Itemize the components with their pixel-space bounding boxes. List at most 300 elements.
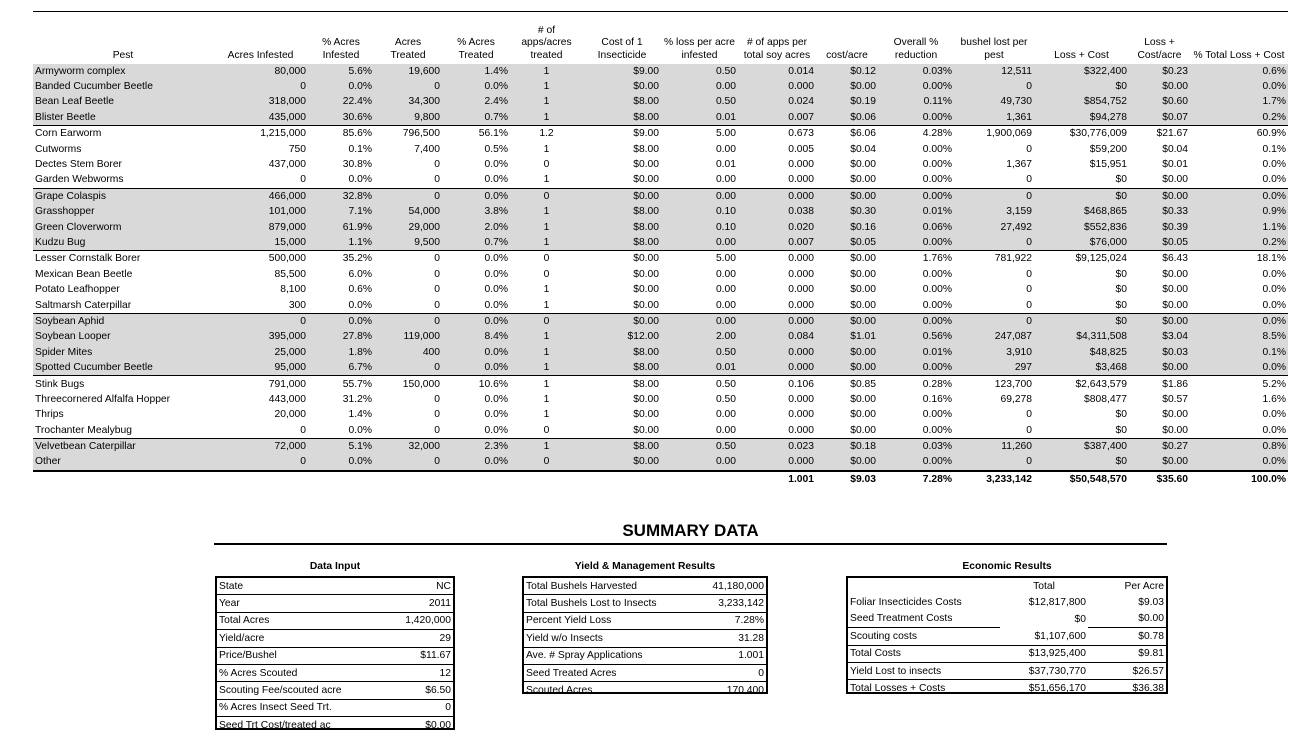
- totals-blank-cell: [308, 471, 374, 487]
- totals-blank-cell: [33, 471, 213, 487]
- table-cell: 22.4%: [308, 94, 374, 109]
- yield-value: 41,180,000: [712, 580, 764, 592]
- data-input-title: Data Input: [309, 561, 361, 572]
- table-cell: 1: [510, 219, 583, 234]
- table-cell: 1: [510, 438, 583, 454]
- pest-name-cell: Potato Leafhopper: [35, 284, 120, 296]
- table-cell: 0.0%: [484, 409, 508, 421]
- table-cell: 0: [434, 393, 440, 405]
- table-cell: 15,000: [213, 235, 308, 251]
- table-cell: 0.00: [661, 79, 738, 94]
- table-cell: $322,400: [1034, 64, 1129, 79]
- table-cell: 0: [510, 188, 583, 204]
- column-header: # of apps/acres treated: [521, 24, 572, 61]
- table-cell: $0.03: [1129, 345, 1190, 360]
- pest-name-cell: Threecornered Alfalfa Hopper: [35, 393, 171, 405]
- table-cell: $0.00: [1162, 409, 1188, 421]
- table-row: [33, 188, 1288, 204]
- table-cell: 1: [510, 110, 583, 126]
- table-cell: 0: [213, 313, 308, 329]
- data-input-label: % Acres Scouted: [217, 664, 387, 681]
- table-cell: 61.9%: [308, 219, 374, 234]
- table-cell: $9,125,024: [1034, 251, 1129, 267]
- table-row: [33, 407, 1288, 422]
- table-cell: 0.1%: [1262, 143, 1286, 155]
- table-cell: 0.0%: [484, 284, 508, 296]
- table-cell: $0.00: [1129, 313, 1190, 329]
- table-cell: 0.00%: [878, 188, 954, 204]
- table-cell: 5.00: [661, 126, 738, 142]
- table-cell: 0.00: [661, 313, 738, 329]
- table-cell: 0.00%: [878, 313, 954, 329]
- table-cell: 0.000: [738, 188, 816, 204]
- pest-name-cell: Mexican Bean Beetle: [35, 268, 133, 280]
- table-cell: $0.00: [633, 409, 659, 421]
- table-cell: 2.00: [661, 329, 738, 344]
- table-cell: $0: [1034, 454, 1129, 470]
- column-header: % loss per acre infested: [664, 37, 735, 61]
- data-input-row: [217, 717, 453, 734]
- table-cell: 19,600: [374, 64, 442, 79]
- econ-row: [848, 594, 1166, 610]
- table-cell: 0.005: [788, 143, 814, 155]
- table-row: [33, 157, 1288, 172]
- column-header: Cost of 1 Insecticide: [597, 37, 647, 61]
- table-cell: 1: [510, 376, 583, 392]
- econ-per-acre: $9.03: [1138, 597, 1164, 609]
- table-cell: $0.05: [816, 235, 878, 251]
- economic-results-title: Economic Results: [962, 561, 1052, 572]
- table-cell: 1,361: [954, 110, 1034, 126]
- yield-label: Total Bushels Lost to Insects: [524, 595, 690, 612]
- table-cell: $0.00: [850, 409, 876, 421]
- pest-name-cell: Saltmarsh Caterpillar: [35, 299, 132, 311]
- table-cell: 0.0%: [1262, 409, 1286, 421]
- table-cell: 0: [434, 284, 440, 296]
- table-cell: 0: [374, 79, 442, 94]
- table-cell: 1: [543, 393, 550, 405]
- table-cell: 0.50: [715, 393, 736, 405]
- table-cell: 0.0%: [1262, 268, 1286, 280]
- table-cell: $0.00: [1162, 284, 1188, 296]
- table-cell: $8.00: [583, 110, 661, 126]
- table-cell: 7,400: [414, 143, 440, 155]
- econ-per-acre: $9.81: [1088, 645, 1166, 662]
- table-row: [33, 438, 1288, 454]
- table-cell: 5.1%: [308, 438, 374, 454]
- table-cell: 1.2: [510, 126, 583, 142]
- table-cell: 0.6%: [348, 284, 372, 296]
- table-cell: $94,278: [1034, 110, 1129, 126]
- yield-label: Seed Treated Acres: [524, 664, 690, 681]
- table-cell: 32.8%: [308, 188, 374, 204]
- yield-row: [524, 630, 766, 647]
- table-cell: 0.0%: [308, 79, 374, 94]
- table-cell: 6.7%: [308, 360, 374, 376]
- table-row: [33, 282, 1288, 297]
- table-cell: 0.00: [715, 284, 736, 296]
- column-header: % Acres Infested: [322, 37, 360, 61]
- yield-row: [524, 682, 766, 699]
- data-input-label: Price/Bushel: [217, 647, 387, 664]
- table-cell: 0: [510, 251, 583, 267]
- data-input-value: $11.67: [387, 647, 453, 664]
- table-cell: $0.00: [850, 424, 876, 436]
- table-cell: 0.00: [715, 174, 736, 186]
- table-cell: 0: [954, 235, 1034, 251]
- table-cell: 30.6%: [308, 110, 374, 126]
- table-cell: 0.00%: [922, 299, 952, 311]
- table-cell: 0.50: [661, 94, 738, 109]
- table-cell: 0.000: [738, 251, 816, 267]
- table-cell: 0.6%: [1190, 64, 1288, 79]
- table-cell: $0.00: [583, 188, 661, 204]
- table-cell: $6.06: [816, 126, 878, 142]
- summary-title: SUMMARY DATA: [622, 521, 759, 540]
- yield-value: 31.28: [690, 630, 766, 647]
- table-cell: $0.00: [1129, 79, 1190, 94]
- table-cell: 0.673: [738, 126, 816, 142]
- table-cell: 1: [543, 299, 550, 311]
- table-cell: $0: [1115, 284, 1127, 296]
- table-cell: 0.000: [788, 424, 814, 436]
- data-input-label: Yield/acre: [217, 630, 387, 647]
- table-cell: 0.0%: [442, 251, 510, 267]
- table-cell: 0.00%: [922, 174, 952, 186]
- table-cell: 0.007: [738, 235, 816, 251]
- totals-cell: $9.03: [850, 473, 876, 485]
- table-cell: 0.00%: [922, 284, 952, 296]
- table-cell: $0.00: [633, 174, 659, 186]
- totals-blank-cell: [213, 471, 308, 487]
- table-cell: 1: [510, 64, 583, 79]
- table-cell: 0.16%: [922, 393, 952, 405]
- table-cell: $8.00: [583, 94, 661, 109]
- table-cell: 0.06%: [878, 219, 954, 234]
- yield-row: [524, 578, 766, 595]
- table-cell: 0.01: [661, 110, 738, 126]
- column-header: cost/acre: [826, 49, 868, 61]
- table-cell: 0.000: [788, 159, 814, 171]
- table-cell: 781,922: [954, 251, 1034, 267]
- table-cell: 3,159: [954, 204, 1034, 219]
- pest-name-cell: Garden Webworms: [35, 174, 124, 186]
- table-cell: $0.00: [633, 299, 659, 311]
- table-cell: 0.000: [788, 284, 814, 296]
- data-input-label: Total Acres: [217, 612, 387, 629]
- table-cell: 85,500: [274, 268, 306, 280]
- table-cell: 3,910: [954, 345, 1034, 360]
- table-cell: 0: [1026, 143, 1032, 155]
- table-cell: $0.00: [850, 284, 876, 296]
- table-cell: $0.00: [633, 393, 659, 405]
- table-cell: 0: [954, 313, 1034, 329]
- pest-name-cell: Soybean Looper: [33, 329, 213, 344]
- table-cell: 0.00%: [878, 454, 954, 470]
- data-input-row: [217, 595, 453, 612]
- table-cell: 35.2%: [308, 251, 374, 267]
- econ-total: $51,656,170: [1000, 680, 1088, 697]
- table-cell: $0.16: [816, 219, 878, 234]
- table-cell: $1.01: [816, 329, 878, 344]
- table-cell: 1: [510, 235, 583, 251]
- table-cell: $0.07: [1129, 110, 1190, 126]
- table-cell: $0.01: [1162, 159, 1188, 171]
- table-cell: 30.8%: [342, 159, 372, 171]
- table-cell: $30,776,009: [1034, 126, 1129, 142]
- table-cell: 1,900,069: [954, 126, 1034, 142]
- table-cell: 0.00%: [878, 110, 954, 126]
- table-cell: 0.50: [661, 345, 738, 360]
- table-cell: 0.0%: [484, 299, 508, 311]
- table-cell: 1.1%: [308, 235, 374, 251]
- yield-value: 0: [690, 664, 766, 681]
- table-cell: 0.024: [738, 94, 816, 109]
- table-cell: 0.00%: [878, 235, 954, 251]
- table-cell: 0.7%: [442, 110, 510, 126]
- table-row: [33, 345, 1288, 360]
- data-input-value: 0: [387, 699, 453, 716]
- econ-row: [848, 611, 1166, 628]
- table-cell: $8.00: [583, 235, 661, 251]
- table-cell: 0.0%: [1262, 159, 1286, 171]
- table-cell: 11,260: [954, 438, 1034, 454]
- table-cell: 0.0%: [348, 174, 372, 186]
- table-cell: $0.33: [1129, 204, 1190, 219]
- table-cell: 1: [543, 143, 550, 155]
- table-cell: 0.000: [738, 454, 816, 470]
- econ-total: $1,107,600: [1000, 628, 1088, 645]
- table-cell: 500,000: [213, 251, 308, 267]
- totals-blank-cell: [442, 471, 510, 487]
- pest-name-cell: Trochanter Mealybug: [35, 424, 132, 436]
- pest-loss-table-container: [33, 11, 1288, 487]
- totals-cell: 7.28%: [922, 473, 952, 485]
- table-cell: 9,800: [374, 110, 442, 126]
- table-cell: $0.00: [816, 251, 878, 267]
- table-cell: 400: [374, 345, 442, 360]
- table-cell: 0.0%: [1262, 174, 1286, 186]
- table-cell: 0.023: [738, 438, 816, 454]
- table-cell: 0.10: [661, 219, 738, 234]
- table-cell: 0: [1026, 174, 1032, 186]
- column-header: % Acres Treated: [457, 37, 495, 61]
- table-cell: 0: [434, 424, 440, 436]
- table-cell: 0.00%: [922, 268, 952, 280]
- table-cell: 85.6%: [308, 126, 374, 142]
- table-cell: $3,468: [1034, 360, 1129, 376]
- table-cell: 0.00%: [922, 143, 952, 155]
- table-cell: 0.0%: [1190, 188, 1288, 204]
- yield-label: Percent Yield Loss: [524, 612, 690, 629]
- table-row: [33, 251, 1288, 267]
- table-cell: 0: [374, 251, 442, 267]
- table-cell: 6.0%: [348, 268, 372, 280]
- data-input-row: [217, 612, 453, 629]
- table-cell: 56.1%: [442, 126, 510, 142]
- totals-cell: 1.001: [788, 473, 814, 485]
- table-cell: 10.6%: [442, 376, 510, 392]
- table-cell: $0.00: [633, 159, 659, 171]
- table-cell: 1: [543, 284, 550, 296]
- totals-cell: $50,548,570: [1069, 473, 1127, 485]
- pest-name-cell: Stink Bugs: [33, 376, 213, 392]
- table-cell: 0.00: [661, 235, 738, 251]
- totals-blank-cell: [661, 471, 738, 487]
- table-cell: 0.03%: [878, 438, 954, 454]
- table-cell: 0.00: [715, 424, 736, 436]
- table-row: [33, 64, 1288, 79]
- table-cell: 297: [954, 360, 1034, 376]
- table-cell: 0.5%: [484, 143, 508, 155]
- table-cell: $0.12: [816, 64, 878, 79]
- table-cell: 72,000: [213, 438, 308, 454]
- data-input-row: [217, 664, 453, 681]
- table-cell: 0.000: [788, 174, 814, 186]
- table-cell: 32,000: [374, 438, 442, 454]
- econ-row: [848, 645, 1166, 662]
- yield-management-table: [524, 578, 766, 699]
- table-cell: 0.0%: [442, 188, 510, 204]
- table-cell: $8.00: [633, 143, 659, 155]
- table-row: [33, 172, 1288, 188]
- totals-blank-cell: [374, 471, 442, 487]
- table-cell: 0.00: [715, 409, 736, 421]
- table-row: [33, 267, 1288, 282]
- table-cell: 0: [434, 174, 440, 186]
- table-cell: $0: [1034, 313, 1129, 329]
- table-cell: 0: [1026, 409, 1032, 421]
- table-cell: 0.0%: [484, 268, 508, 280]
- table-cell: 0.03%: [878, 64, 954, 79]
- table-cell: $9.00: [583, 64, 661, 79]
- table-cell: 0.00%: [878, 79, 954, 94]
- table-cell: 1,367: [1006, 159, 1032, 171]
- table-cell: 0: [510, 454, 583, 470]
- econ-total: $12,817,800: [1028, 597, 1086, 609]
- table-cell: 1: [543, 409, 550, 421]
- table-cell: 0.0%: [1190, 313, 1288, 329]
- table-cell: 5.00: [661, 251, 738, 267]
- table-header: [33, 12, 1288, 64]
- pest-name-cell: Grasshopper: [33, 204, 213, 219]
- yield-label: Total Bushels Harvested: [526, 580, 638, 592]
- table-cell: 1: [510, 204, 583, 219]
- econ-label: Total Costs: [848, 645, 1000, 662]
- table-cell: 0.000: [738, 345, 816, 360]
- table-cell: $0.85: [816, 376, 878, 392]
- econ-per-acre: $26.57: [1088, 662, 1166, 679]
- column-header: # of apps per total soy acres: [743, 37, 811, 61]
- table-cell: 0.0%: [348, 299, 372, 311]
- table-cell: $0.00: [633, 284, 659, 296]
- table-row: [33, 360, 1288, 376]
- table-cell: 27.8%: [308, 329, 374, 344]
- pest-name-cell: Corn Earworm: [33, 126, 213, 142]
- econ-label: Yield Lost to insects: [848, 662, 1000, 679]
- table-cell: $0.27: [1129, 438, 1190, 454]
- table-cell: 0.007: [738, 110, 816, 126]
- table-cell: $0.23: [1129, 64, 1190, 79]
- table-cell: 1.1%: [1190, 219, 1288, 234]
- table-cell: 0: [434, 159, 440, 171]
- table-cell: 5.2%: [1190, 376, 1288, 392]
- table-cell: $0.00: [816, 188, 878, 204]
- table-cell: $1.86: [1129, 376, 1190, 392]
- yield-value: 170,400: [690, 682, 766, 699]
- table-cell: 0.00%: [922, 159, 952, 171]
- table-cell: 791,000: [213, 376, 308, 392]
- table-cell: 0.000: [788, 393, 814, 405]
- table-cell: 34,300: [374, 94, 442, 109]
- table-cell: 443,000: [268, 393, 306, 405]
- table-cell: $0.00: [850, 159, 876, 171]
- table-cell: 69,278: [1000, 393, 1032, 405]
- table-cell: 0.1%: [348, 143, 372, 155]
- table-row: [33, 110, 1288, 126]
- table-cell: 0.11%: [878, 94, 954, 109]
- table-cell: 0.00: [715, 143, 736, 155]
- table-row: [33, 454, 1288, 470]
- pest-name-cell: Kudzu Bug: [33, 235, 213, 251]
- table-cell: 0.0%: [308, 454, 374, 470]
- table-cell: $0.00: [1162, 268, 1188, 280]
- table-cell: $8.00: [583, 345, 661, 360]
- yield-row: [524, 595, 766, 612]
- column-header: Pest: [112, 49, 134, 61]
- table-cell: 1: [510, 329, 583, 344]
- column-header: Loss + Cost/acre: [1137, 37, 1182, 61]
- table-row: [33, 219, 1288, 234]
- table-cell: 466,000: [213, 188, 308, 204]
- yield-value: 7.28%: [690, 612, 766, 629]
- table-cell: $9.00: [583, 126, 661, 142]
- table-cell: 1: [510, 79, 583, 94]
- table-cell: $0.04: [850, 143, 876, 155]
- data-input-box: [215, 576, 455, 730]
- econ-header-per-acre: Per Acre: [1124, 580, 1164, 592]
- summary-divider: [214, 543, 1167, 545]
- table-cell: 0: [213, 79, 308, 94]
- table-row: [33, 141, 1288, 156]
- table-cell: $0.05: [1129, 235, 1190, 251]
- pest-name-cell: Grape Colaspis: [33, 188, 213, 204]
- table-cell: 0.01: [715, 159, 736, 171]
- table-cell: $0.00: [583, 454, 661, 470]
- pest-name-cell: Spider Mites: [33, 345, 213, 360]
- table-cell: 0.00%: [922, 409, 952, 421]
- table-cell: 8,100: [280, 284, 306, 296]
- table-cell: $0.00: [816, 79, 878, 94]
- pest-name-cell: Other: [33, 454, 213, 470]
- table-cell: 0.0%: [484, 159, 508, 171]
- table-cell: 0.00: [661, 188, 738, 204]
- yield-label: Yield w/o Insects: [524, 630, 690, 647]
- pest-name-cell: Spotted Cucumber Beetle: [33, 360, 213, 376]
- table-row: [33, 204, 1288, 219]
- table-cell: $0: [1115, 424, 1127, 436]
- table-cell: $0.00: [1129, 188, 1190, 204]
- table-cell: 101,000: [213, 204, 308, 219]
- table-cell: $0.30: [816, 204, 878, 219]
- table-cell: 0.0%: [484, 393, 508, 405]
- table-cell: 9,500: [374, 235, 442, 251]
- table-cell: $0: [1115, 174, 1127, 186]
- econ-label: Seed Treatment Costs: [850, 613, 953, 625]
- pest-name-cell: Blister Beetle: [33, 110, 213, 126]
- data-input-value: 29: [387, 630, 453, 647]
- table-cell: 0.106: [738, 376, 816, 392]
